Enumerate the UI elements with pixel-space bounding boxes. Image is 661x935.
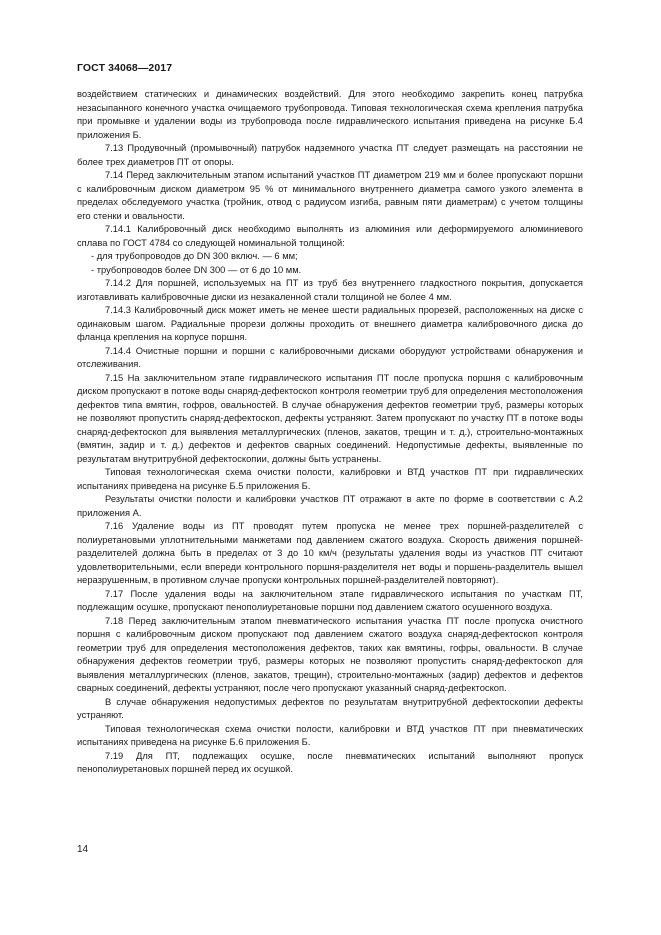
- paragraph-7-14: 7.14 Перед заключительным этапом испытаний участков ПТ диаметром 219 мм и более пропускают поршни с калибровочным диском диаметром 95 % от минимального внутреннего диаметра самого узкого элемента в пределах обследуемого участка (тройник, отвод с радиусом изгиба, равным пяти диаметрам) с учетом толщины его стенки и овальности.: [77, 170, 583, 221]
- paragraph-7-18: 7.18 Перед заключительным этапом пневматического испытания участка ПТ после пропуска очистного поршня с калибровочным диском пропускают под давлением сжатого воздуха снаряд-дефектоскоп контроля геометрии труб для определения местоположения дефектов, таких как вмятины, гофры, овальности. В случае обнаружения дефектов геометрии труб, размеры которых не позволяют пропустить снаряд-дефектоскоп для выявления металлургических (пленов, закатов, трещин), строительно-монтажных (задир) дефектов и дефектов сварных соединений, дефекты устраняют, после чего пропускают указанный снаряд-дефектоскоп.: [77, 615, 583, 693]
- paragraph: В случае обнаружения недопустимых дефектов по результатам внутритрубной дефектоскопии дефекты устраняют.: [77, 696, 583, 720]
- paragraph: воздействием статических и динамических воздействий. Для этого необходимо закрепить конец патрубка незасыпанного конечного участка очищаемого трубопровода. Типовая технологическая схема крепления патрубка при промывке и удалении воды из трубопровода после гидравлического испытания приведена на рисунке Б.4 приложения Б.: [77, 89, 583, 140]
- paragraph-7-14-1: 7.14.1 Калибровочный диск необходимо выполнять из алюминия или деформируемого алюминиевого сплава по ГОСТ 4784 со следующей номинальной толщиной:: [77, 224, 583, 248]
- list-item: - трубопроводов более DN 300 — от 6 до 10 мм.: [91, 264, 302, 275]
- paragraph-7-14-4: 7.14.4 Очистные поршни и поршни с калибровочными дисками оборудуют устройствами обнаружения и отслеживания.: [77, 345, 583, 369]
- paragraph-7-15: 7.15 На заключительном этапе гидравлического испытания ПТ после пропуска поршня с калибровочным диском пропускают в потоке воды снаряд-дефектоскоп контроля геометрии труб для определения местоположения дефектов типа вмятин, гофров, овальностей. В случае обнаружения дефектов геометрии труб, размеры которых не позволяют пропустить снаряд-дефектоскоп, дефекты устраняют. Затем пропускают по участку ПТ в потоке воды снаряд-дефектоскоп для выявления металлургических (пленов, закатов, трещин и т. д.), строительно-монтажных (вмятин, задир и т. д.) дефектов и дефектов сварных соединений. Недопустимые дефекты, выявленные по результатам внутритрубной дефектоскопии, должны быть устранены.: [77, 372, 583, 464]
- document-header: ГОСТ 34068—2017: [77, 62, 173, 74]
- paragraph-7-14-3: 7.14.3 Калибровочный диск может иметь не менее шести радиальных прорезей, расположенных на диске с одинаковым шагом. Радиальные прорези должны проходить от внешнего диаметра калибровочного диска до фланца крепления на корпусе поршня.: [77, 305, 583, 342]
- paragraph: Типовая технологическая схема очистки полости, калибровки и ВТД участков ПТ при гидравлических испытаниях приведена на рисунке Б.5 приложения Б.: [77, 467, 583, 491]
- paragraph-7-13: 7.13 Продувочный (промывочный) патрубок надземного участка ПТ следует размещать на расстоянии не более трех диаметров ПТ от опоры.: [77, 143, 583, 167]
- paragraph-7-16: 7.16 Удаление воды из ПТ проводят путем пропуска не менее трех поршней-разделителей с полиуретановыми уплотнительными манжетами под давлением сжатого воздуха. Скорость движения поршней-разделителей должна быть в пределах от 3 до 10 км/ч (результаты удаления воды из участков ПТ считают удовлетворительными, если впереди контрольного поршня-разделителя нет воды и поршень-разделитель вышел неразрушенным, в противном случае пропуски контрольных поршней-разделителей повторяют).: [77, 521, 583, 585]
- list-item: - для трубопроводов до DN 300 включ. — 6 мм;: [91, 251, 298, 261]
- paragraph: Типовая технологическая схема очистки полости, калибровки и ВТД участков ПТ при пневматических испытаниях приведена на рисунке Б.6 приложения Б.: [77, 723, 583, 747]
- body-text: [77, 88, 583, 777]
- paragraph-7-19: 7.19 Для ПТ, подлежащих осушке, после пневматических испытаний выполняют пропуск пенополиуретановых поршней перед их осушкой.: [77, 750, 583, 774]
- paragraph-7-14-2: 7.14.2 Для поршней, используемых на ПТ из труб без внутреннего гладкостного покрытия, допускается изготавливать калибровочные диски из незакаленной стали толщиной не более 4 мм.: [77, 278, 583, 302]
- page-number: 14: [77, 844, 89, 855]
- paragraph: Результаты очистки полости и калибровки участков ПТ отражают в акте по форме в соответствии с А.2 приложения А.: [77, 494, 583, 518]
- paragraph-7-17: 7.17 После удаления воды на заключительном этапе гидравлического испытания по участкам ПТ, подлежащим осушке, пропускают пенополиуретановые поршни под давлением сжатого осушенного воздуха.: [77, 588, 583, 612]
